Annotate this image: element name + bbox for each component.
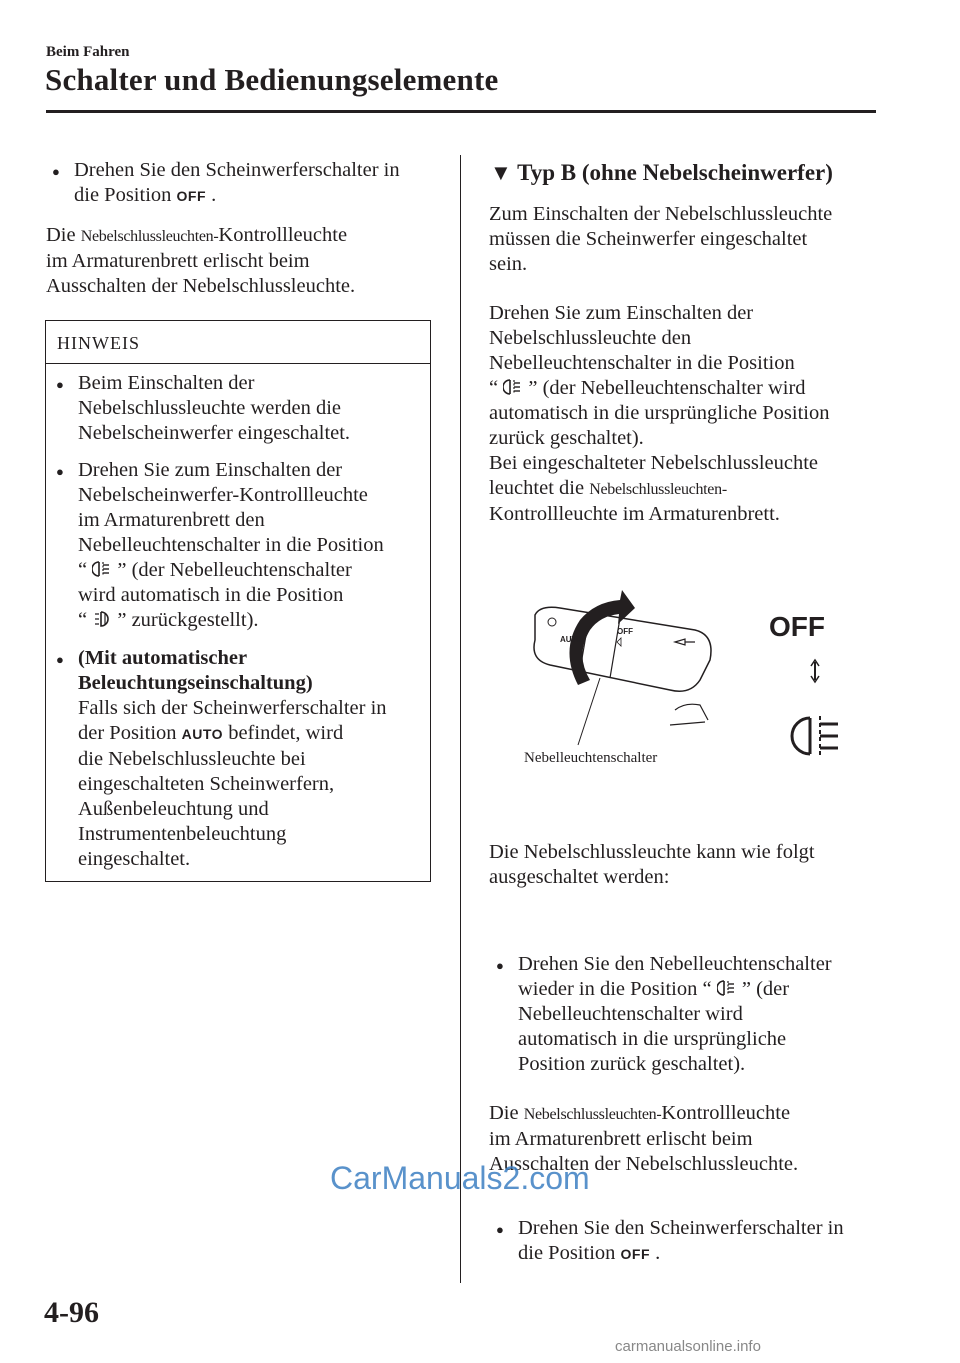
column-divider	[460, 155, 461, 1283]
bullet-icon: ●	[496, 1222, 504, 1237]
hinweis-bullet-1: ● Beim Einschalten der Nebelschlussleuchte werden die Nebelscheinwerfer eingeschaltet.	[56, 372, 351, 444]
auto-symbol-icon: AUTO	[181, 726, 224, 742]
bullet-icon: ●	[56, 652, 64, 667]
left-bullet-1: ● Drehen Sie den Scheinwerferschalter in die Position OFF .	[52, 159, 400, 206]
rear-fog-light-icon	[92, 559, 112, 579]
figure-caption: Nebelleuchtenschalter	[524, 750, 658, 766]
bullet-icon: ●	[52, 164, 60, 179]
watermark-logo: CarManuals2.com	[330, 1160, 590, 1196]
page-number: 4-96	[44, 1296, 99, 1329]
section-label: Beim Fahren	[46, 44, 130, 60]
right-paragraph-2: Drehen Sie zum Einschalten der Nebelschlussleuchte den Nebelleuchtenschalter in die Position “ ” (der Nebelleuchtenschalter wird automatisch in die ursprüngliche Position zurück geschaltet). Bei eingeschalteter Nebelschlussleuchte leuchtet die Nebelschlussleuchten- Kontrollleuchte im Armaturenbrett.	[489, 302, 830, 525]
right-paragraph-4: Die Nebelschlussleuchten-Kontrollleuchte im Armaturenbrett erlischt beim Ausschalten der Nebelschlussleuchte.	[489, 1102, 799, 1175]
right-bullet-1: ● Drehen Sie den Nebelleuchtenschalter wieder in die Position “ ” (der Nebelleuchtenschalter wird automatisch in die ursprüngliche Position zurück geschaltet).	[496, 953, 832, 1075]
hinweis-bullet-3: ● (Mit automatischer Beleuchtungseinschaltung) Falls sich der Scheinwerferschalter in der Position AUTO befindet, wird die Nebelschlussleuchte bei eingeschalteten Scheinwerfern, Außenbeleuchtung und Instrumentenbeleuchtung eingeschaltet.	[56, 647, 387, 870]
hinweis-label: HINWEIS	[57, 333, 140, 353]
right-paragraph-3: Die Nebelschlussleuchte kann wie folgt ausgeschaltet werden:	[489, 841, 815, 888]
right-bullet-2: ● Drehen Sie den Scheinwerferschalter in die Position OFF .	[496, 1217, 844, 1264]
off-symbol-icon: OFF	[620, 1246, 651, 1262]
bullet-icon: ●	[56, 464, 64, 479]
hinweis-box	[45, 320, 431, 882]
fog-switch-figure	[520, 590, 880, 770]
hinweis-bullet-2: ● Drehen Sie zum Einschalten der Nebelscheinwerfer-Kontrollleuchte im Armaturenbrett den Nebelleuchtenschalter in die Position “ ” (der Nebelleuchtenschalter wird automatisch in die Position “ ” zurückgestellt).	[56, 459, 384, 631]
bullet-icon: ●	[56, 377, 64, 392]
hinweis-header	[46, 321, 430, 364]
triangle-icon: ▼	[490, 160, 512, 185]
off-symbol-icon: OFF	[176, 188, 207, 204]
credit-text: carmanualsonline.info	[615, 1338, 761, 1355]
left-paragraph: Die Nebelschlussleuchten-Kontrollleuchte im Armaturenbrett erlischt beim Ausschalten der Nebelschlussleuchte.	[46, 224, 356, 297]
stalk-auto-label: AUTO	[560, 635, 583, 644]
typ-b-heading: ▼ Typ B (ohne Nebelscheinwerfer)	[490, 160, 833, 185]
front-fog-light-icon	[92, 609, 112, 629]
rear-fog-light-icon	[717, 978, 737, 998]
bullet-icon: ●	[496, 958, 504, 973]
stalk-off-label: OFF	[617, 627, 633, 636]
header-rule	[46, 110, 876, 113]
right-paragraph-1: Zum Einschalten der Nebelschlussleuchte müssen die Scheinwerfer eingeschaltet sein.	[489, 203, 833, 275]
page-title: Schalter und Bedienungselemente	[45, 62, 499, 97]
figure-off-label: OFF	[769, 611, 825, 642]
rear-fog-light-icon	[503, 377, 523, 397]
rear-fog-light-icon	[792, 716, 838, 756]
